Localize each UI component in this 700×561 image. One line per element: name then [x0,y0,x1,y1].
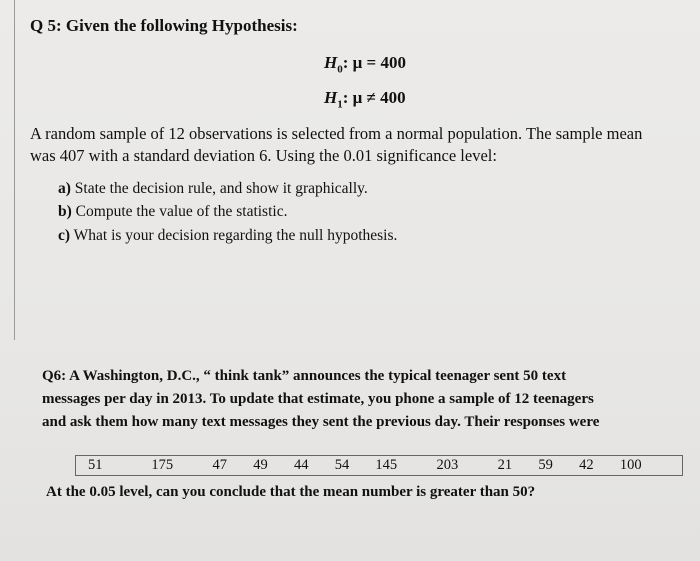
item-marker: a) [58,180,71,197]
h0-label: H [324,53,338,72]
q5-item-c [58,227,397,245]
q6-line-2: messages per day in 2013. To update that estimate, you phone a sample of 12 teenagers [42,391,594,407]
table-cell: 49 [253,457,268,473]
table-cell: 54 [334,457,350,473]
q5-paragraph-line-2: was 407 with a standard deviation 6. Using the 0.01 significance level: [30,146,497,165]
q5-title: Q 5: Given the following Hypothesis: [30,16,298,35]
table-cell: 175 [151,457,174,473]
q5-item-a [58,180,368,198]
table-cell: 100 [619,457,642,473]
h1-rest: : μ ≠ 400 [342,88,406,107]
null-hypothesis [324,53,406,75]
table-cell: 21 [497,457,513,473]
q5-paragraph-line-1: A random sample of 12 observations is selected from a normal population. The sample mean [30,124,643,143]
item-text: What is your decision regarding the null hypothesis. [73,227,398,244]
table-row [76,456,683,476]
table-cell: 42 [579,457,594,473]
h0-rest: : μ = 400 [342,53,406,72]
responses-table [75,455,683,476]
q6-question: At the 0.05 level, can you conclude that the mean number is greater than 50? [46,484,536,500]
alternative-hypothesis [324,88,406,110]
h0-sub: 0 [337,63,343,76]
table-cell: 59 [538,457,553,473]
margin-line [14,0,15,340]
table-cell: 203 [436,457,459,473]
item-text: Compute the value of the statistic. [75,203,288,220]
h1-sub: 1 [337,98,343,111]
q6-line-3: and ask them how many text messages they sent the previous day. Their responses were [42,414,600,430]
q5-item-b [58,203,287,221]
q6-line-1: Q6: A Washington, D.C., “ think tank” announces the typical teenager sent 50 text [42,368,567,384]
table-cell: 47 [212,457,227,473]
table-cell: 145 [375,457,398,473]
table-cell: 44 [293,457,309,473]
table-cell: 51 [88,457,103,473]
item-text: State the decision rule, and show it graphically. [74,180,368,197]
item-marker: b) [58,203,72,220]
h1-label: H [324,88,338,107]
item-marker: c) [58,227,71,244]
